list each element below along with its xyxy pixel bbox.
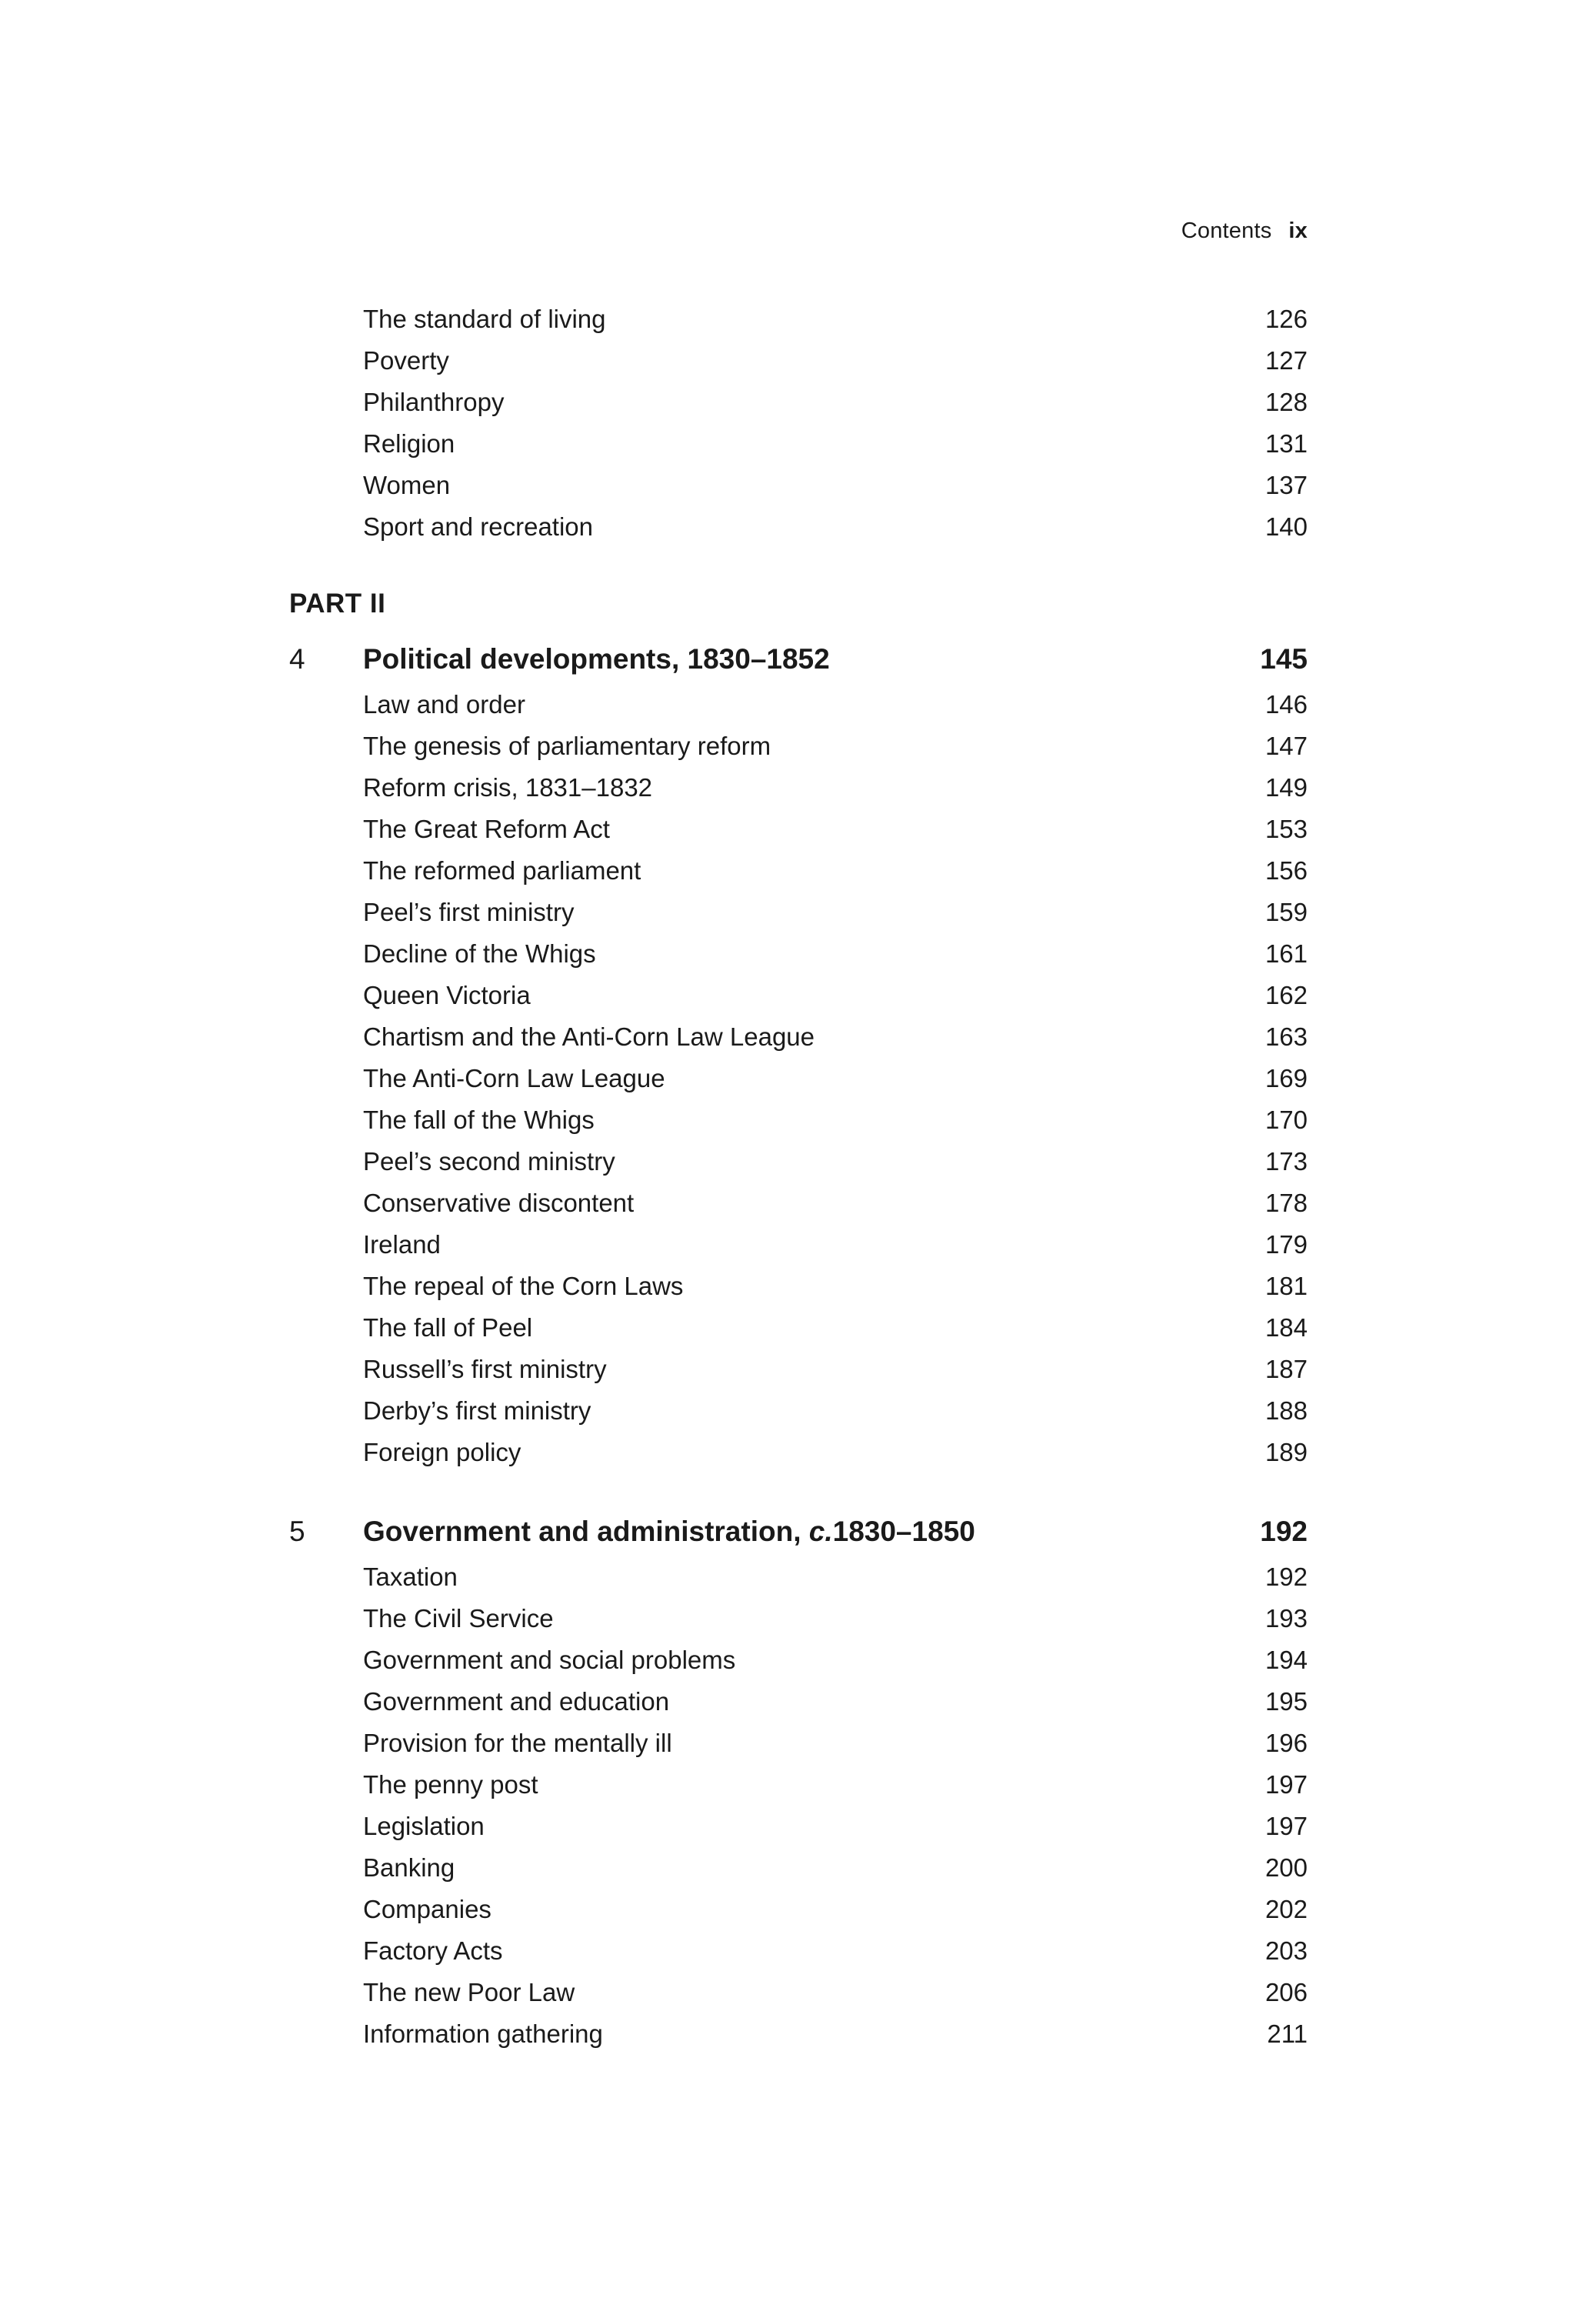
- toc-entry-page: 178: [1264, 1189, 1308, 1217]
- toc-entry-title: Reform crisis, 1831–1832: [363, 773, 653, 802]
- toc-entry-title: Derby’s first ministry: [363, 1396, 591, 1425]
- toc-entry: [363, 1889, 1308, 1930]
- toc-entry-page: 156: [1264, 856, 1308, 885]
- toc-entry-page: 161: [1264, 939, 1308, 968]
- chapter-title-circa: c.: [808, 1516, 833, 1547]
- toc-entry-title: Banking: [363, 1853, 455, 1882]
- toc-entry: [363, 1058, 1308, 1099]
- toc-entry-title: Foreign policy: [363, 1438, 521, 1466]
- toc-entry-page: 184: [1264, 1313, 1308, 1342]
- toc-entry: [363, 1349, 1308, 1390]
- toc-entry: [363, 1972, 1308, 2013]
- chapter-title-dates: 1830–1850: [832, 1516, 975, 1547]
- toc-entry: [363, 1847, 1308, 1889]
- toc-entry: [363, 975, 1308, 1016]
- toc-entry-title: The standard of living: [363, 305, 606, 333]
- toc-entry-page: 181: [1264, 1272, 1308, 1300]
- toc-entry: [363, 1224, 1308, 1266]
- toc-entry: [363, 1556, 1308, 1598]
- toc-entry-page: 128: [1264, 388, 1308, 416]
- toc-entry-page: 131: [1264, 429, 1308, 458]
- chapter-title: [363, 1509, 975, 1554]
- toc-entry-page: 179: [1264, 1230, 1308, 1259]
- toc-entry-title: Peel’s first ministry: [363, 898, 575, 926]
- toc-entry-title: The genesis of parliamentary reform: [363, 732, 771, 760]
- toc-entry-title: Companies: [363, 1895, 491, 1923]
- toc-entry-page: 196: [1264, 1729, 1308, 1757]
- toc-entry-page: 127: [1264, 346, 1308, 375]
- toc-entry: [363, 1266, 1308, 1307]
- toc-entry-title: Government and education: [363, 1687, 670, 1716]
- toc-entry-title: Factory Acts: [363, 1936, 503, 1965]
- toc-entry-page: 159: [1264, 898, 1308, 926]
- toc-entry-title: Poverty: [363, 346, 449, 375]
- chapter-heading: [289, 1509, 1308, 1554]
- toc-entry: [363, 465, 1308, 506]
- toc-entry-title: Peel’s second ministry: [363, 1147, 615, 1176]
- toc-entry: [363, 1141, 1308, 1182]
- toc-entry-page: 153: [1264, 815, 1308, 843]
- toc-entry-title: Decline of the Whigs: [363, 939, 596, 968]
- toc-entry: [363, 1432, 1308, 1473]
- toc-entry-page: 206: [1264, 1978, 1308, 2006]
- toc-entry-page: 187: [1264, 1355, 1308, 1383]
- toc-entry-title: The reformed parliament: [363, 856, 641, 885]
- chapter-page: 192: [1260, 1516, 1308, 1547]
- toc-entry-title: Queen Victoria: [363, 981, 531, 1009]
- toc-entry: [363, 725, 1308, 767]
- toc-entry-page: 170: [1264, 1106, 1308, 1134]
- toc-entry-title: The Civil Service: [363, 1604, 554, 1633]
- toc-entry-title: Ireland: [363, 1230, 441, 1259]
- toc-entry-title: Sport and recreation: [363, 512, 594, 541]
- toc-entry-page: 197: [1264, 1812, 1308, 1840]
- toc-entry-title: Religion: [363, 429, 455, 458]
- toc-entry-title: Provision for the mentally ill: [363, 1729, 672, 1757]
- toc-entry-page: 197: [1264, 1770, 1308, 1799]
- toc-entry: [363, 1930, 1308, 1972]
- toc-entry-page: 193: [1264, 1604, 1308, 1633]
- toc-entry-title: Legislation: [363, 1812, 485, 1840]
- toc-entry: [363, 506, 1308, 548]
- part-heading: PART II: [289, 589, 386, 619]
- toc-entry-title: Russell’s first ministry: [363, 1355, 607, 1383]
- toc-entry-title: Taxation: [363, 1563, 458, 1591]
- toc-entry-page: 149: [1264, 773, 1308, 802]
- toc-entry: [363, 1806, 1308, 1847]
- toc-entry-title: Government and social problems: [363, 1646, 736, 1674]
- toc-entry-title: The penny post: [363, 1770, 538, 1799]
- toc-entry: [363, 1182, 1308, 1224]
- toc-entry-page: 169: [1264, 1064, 1308, 1092]
- toc-entry-page: 211: [1267, 2019, 1308, 2048]
- toc-entry-title: The fall of the Whigs: [363, 1106, 595, 1134]
- toc-entry-title: Chartism and the Anti-Corn Law League: [363, 1022, 815, 1051]
- toc-entry: [363, 382, 1308, 423]
- toc-entry-title: Information gathering: [363, 2019, 603, 2048]
- toc-entry-page: 173: [1264, 1147, 1308, 1176]
- toc-entry: [363, 809, 1308, 850]
- toc-entry: [363, 1681, 1308, 1723]
- toc-entry: [363, 1639, 1308, 1681]
- toc-entry: [363, 1723, 1308, 1764]
- toc-entry-title: The Anti-Corn Law League: [363, 1064, 665, 1092]
- toc-entry-title: The new Poor Law: [363, 1978, 575, 2006]
- toc-entry: [363, 1016, 1308, 1058]
- running-head-label: Contents: [1181, 218, 1272, 243]
- toc-entry-title: Law and order: [363, 690, 525, 719]
- toc-entry-page: 126: [1264, 305, 1308, 333]
- toc-entry-page: 147: [1264, 732, 1308, 760]
- toc-entry: [363, 684, 1308, 725]
- toc-entry-page: 192: [1264, 1563, 1308, 1591]
- toc-entry-page: 137: [1264, 471, 1308, 499]
- toc-entry-page: 203: [1264, 1936, 1308, 1965]
- toc-entry: [363, 892, 1308, 933]
- chapter-number: 5: [289, 1516, 305, 1547]
- toc-entry: [363, 1099, 1308, 1141]
- toc-entry: [363, 1598, 1308, 1639]
- toc-entry-title: The Great Reform Act: [363, 815, 610, 843]
- toc-entry-page: 194: [1264, 1646, 1308, 1674]
- toc-entry: [363, 423, 1308, 465]
- toc-entry-title: The fall of Peel: [363, 1313, 533, 1342]
- toc-entry-title: The repeal of the Corn Laws: [363, 1272, 684, 1300]
- toc-entry-page: 146: [1264, 690, 1308, 719]
- running-head: [1181, 214, 1308, 248]
- toc-entry-title: Conservative discontent: [363, 1189, 635, 1217]
- chapter-page: 145: [1260, 643, 1308, 675]
- toc-entry: [363, 850, 1308, 892]
- toc-entry: [363, 1764, 1308, 1806]
- chapter-title-main: Government and administration,: [363, 1516, 809, 1547]
- chapter-title: Political developments, 1830–1852: [363, 643, 830, 675]
- toc-entry-page: 200: [1264, 1853, 1308, 1882]
- toc-entry: [363, 299, 1308, 340]
- toc-entry-page: 188: [1264, 1396, 1308, 1425]
- toc-entry-page: 162: [1264, 981, 1308, 1009]
- toc-entry-page: 140: [1264, 512, 1308, 541]
- chapter-number: 4: [289, 643, 305, 675]
- toc-entry-title: Women: [363, 471, 451, 499]
- toc-entry: [363, 340, 1308, 382]
- toc-entry: [363, 2013, 1308, 2055]
- toc-entry: [363, 767, 1308, 809]
- toc-entry-title: Philanthropy: [363, 388, 505, 416]
- toc-entry-page: 189: [1264, 1438, 1308, 1466]
- toc-entry: [363, 933, 1308, 975]
- chapter-heading: [289, 637, 1308, 682]
- toc-entry: [363, 1390, 1308, 1432]
- toc-entry-page: 195: [1264, 1687, 1308, 1716]
- toc-entry-page: 202: [1264, 1895, 1308, 1923]
- toc-entry-page: 163: [1264, 1022, 1308, 1051]
- page-folio: ix: [1288, 218, 1308, 243]
- toc-entry: [363, 1307, 1308, 1349]
